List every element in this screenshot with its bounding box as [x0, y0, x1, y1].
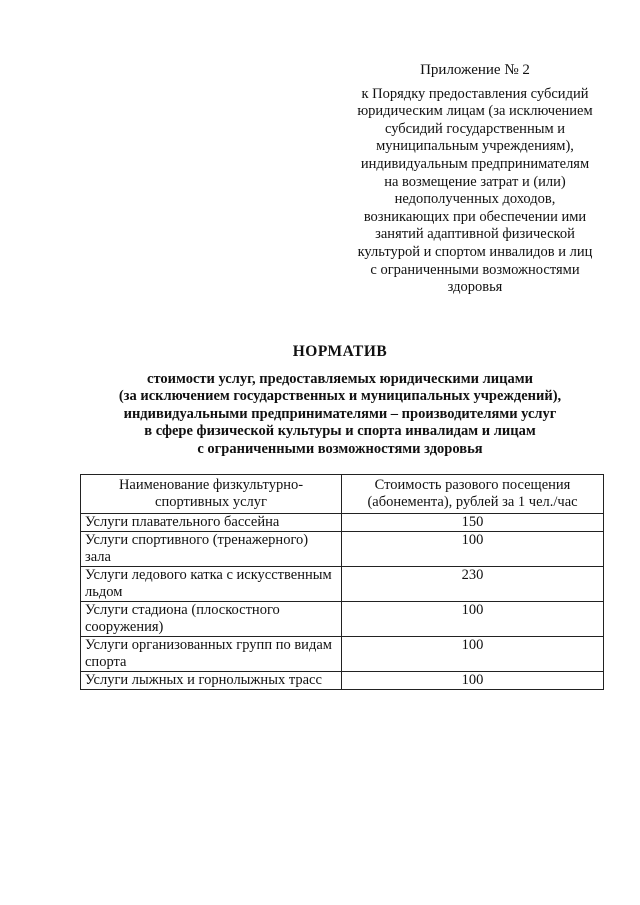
table-header-row — [81, 475, 604, 514]
appendix-title: Приложение № 2 — [420, 62, 530, 78]
norms-table — [80, 474, 604, 690]
header-service-name: Наименование физкультурно-спортивных услуг — [81, 475, 342, 514]
subtitle-line: в сфере физической культуры и спорта инвалидам и лицам — [144, 423, 536, 440]
appendix-line: здоровья — [447, 279, 503, 296]
appendix-line: юридическим лицам (за исключением — [357, 103, 593, 120]
header-cost: Стоимость разового посещения (абонемента), рублей за 1 чел./час — [342, 475, 604, 514]
table-row — [81, 637, 604, 672]
appendix-line: к Порядку предоставления субсидий — [361, 85, 589, 102]
service-name-cell: Услуги лыжных и горнолыжных трасс — [81, 672, 342, 690]
service-name-cell: Услуги ледового катка с искусственным льдом — [81, 567, 342, 602]
service-name-cell: Услуги плавательного бассейна — [81, 514, 342, 532]
cost-cell: 100 — [342, 532, 604, 567]
appendix-line: занятий адаптивной физической — [375, 226, 575, 243]
table-row — [81, 567, 604, 602]
appendix-line: возникающих при обеспечении ими — [363, 208, 587, 225]
cost-cell: 150 — [342, 514, 604, 532]
appendix-line: с ограниченными возможностями — [370, 261, 580, 278]
appendix-line: культурой и спортом инвалидов и лиц — [357, 243, 593, 260]
cost-cell: 100 — [342, 602, 604, 637]
subtitle-line: индивидуальными предпринимателями – производителями услуг — [123, 405, 557, 422]
cost-cell: 100 — [342, 672, 604, 690]
service-name-cell: Услуги спортивного (тренажерного) зала — [81, 532, 342, 567]
cost-cell: 100 — [342, 637, 604, 672]
table-row — [81, 532, 604, 567]
appendix-line: индивидуальным предпринимателям — [360, 155, 590, 172]
service-name-cell: Услуги организованных групп по видам спорта — [81, 637, 342, 672]
table-row — [81, 514, 604, 532]
document-heading — [60, 343, 620, 458]
subtitle-line: стоимости услуг, предоставляемых юридическими лицами — [147, 371, 533, 387]
table-row — [81, 672, 604, 690]
subtitle-line: с ограниченными возможностями здоровья — [197, 440, 483, 457]
appendix-line: недополученных доходов, — [394, 191, 556, 208]
service-name-cell: Услуги стадиона (плоскостного сооружения) — [81, 602, 342, 637]
cost-cell: 230 — [342, 567, 604, 602]
appendix-line: субсидий государственным и — [384, 120, 566, 137]
appendix-block — [330, 62, 620, 297]
appendix-line: на возмещение затрат и (или) — [384, 173, 566, 190]
document-title: НОРМАТИВ — [292, 343, 388, 360]
subtitle-line: (за исключением государственных и муниципальных учреждений), — [118, 388, 562, 405]
appendix-line: муниципальным учреждениям), — [376, 138, 574, 155]
table-row — [81, 602, 604, 637]
